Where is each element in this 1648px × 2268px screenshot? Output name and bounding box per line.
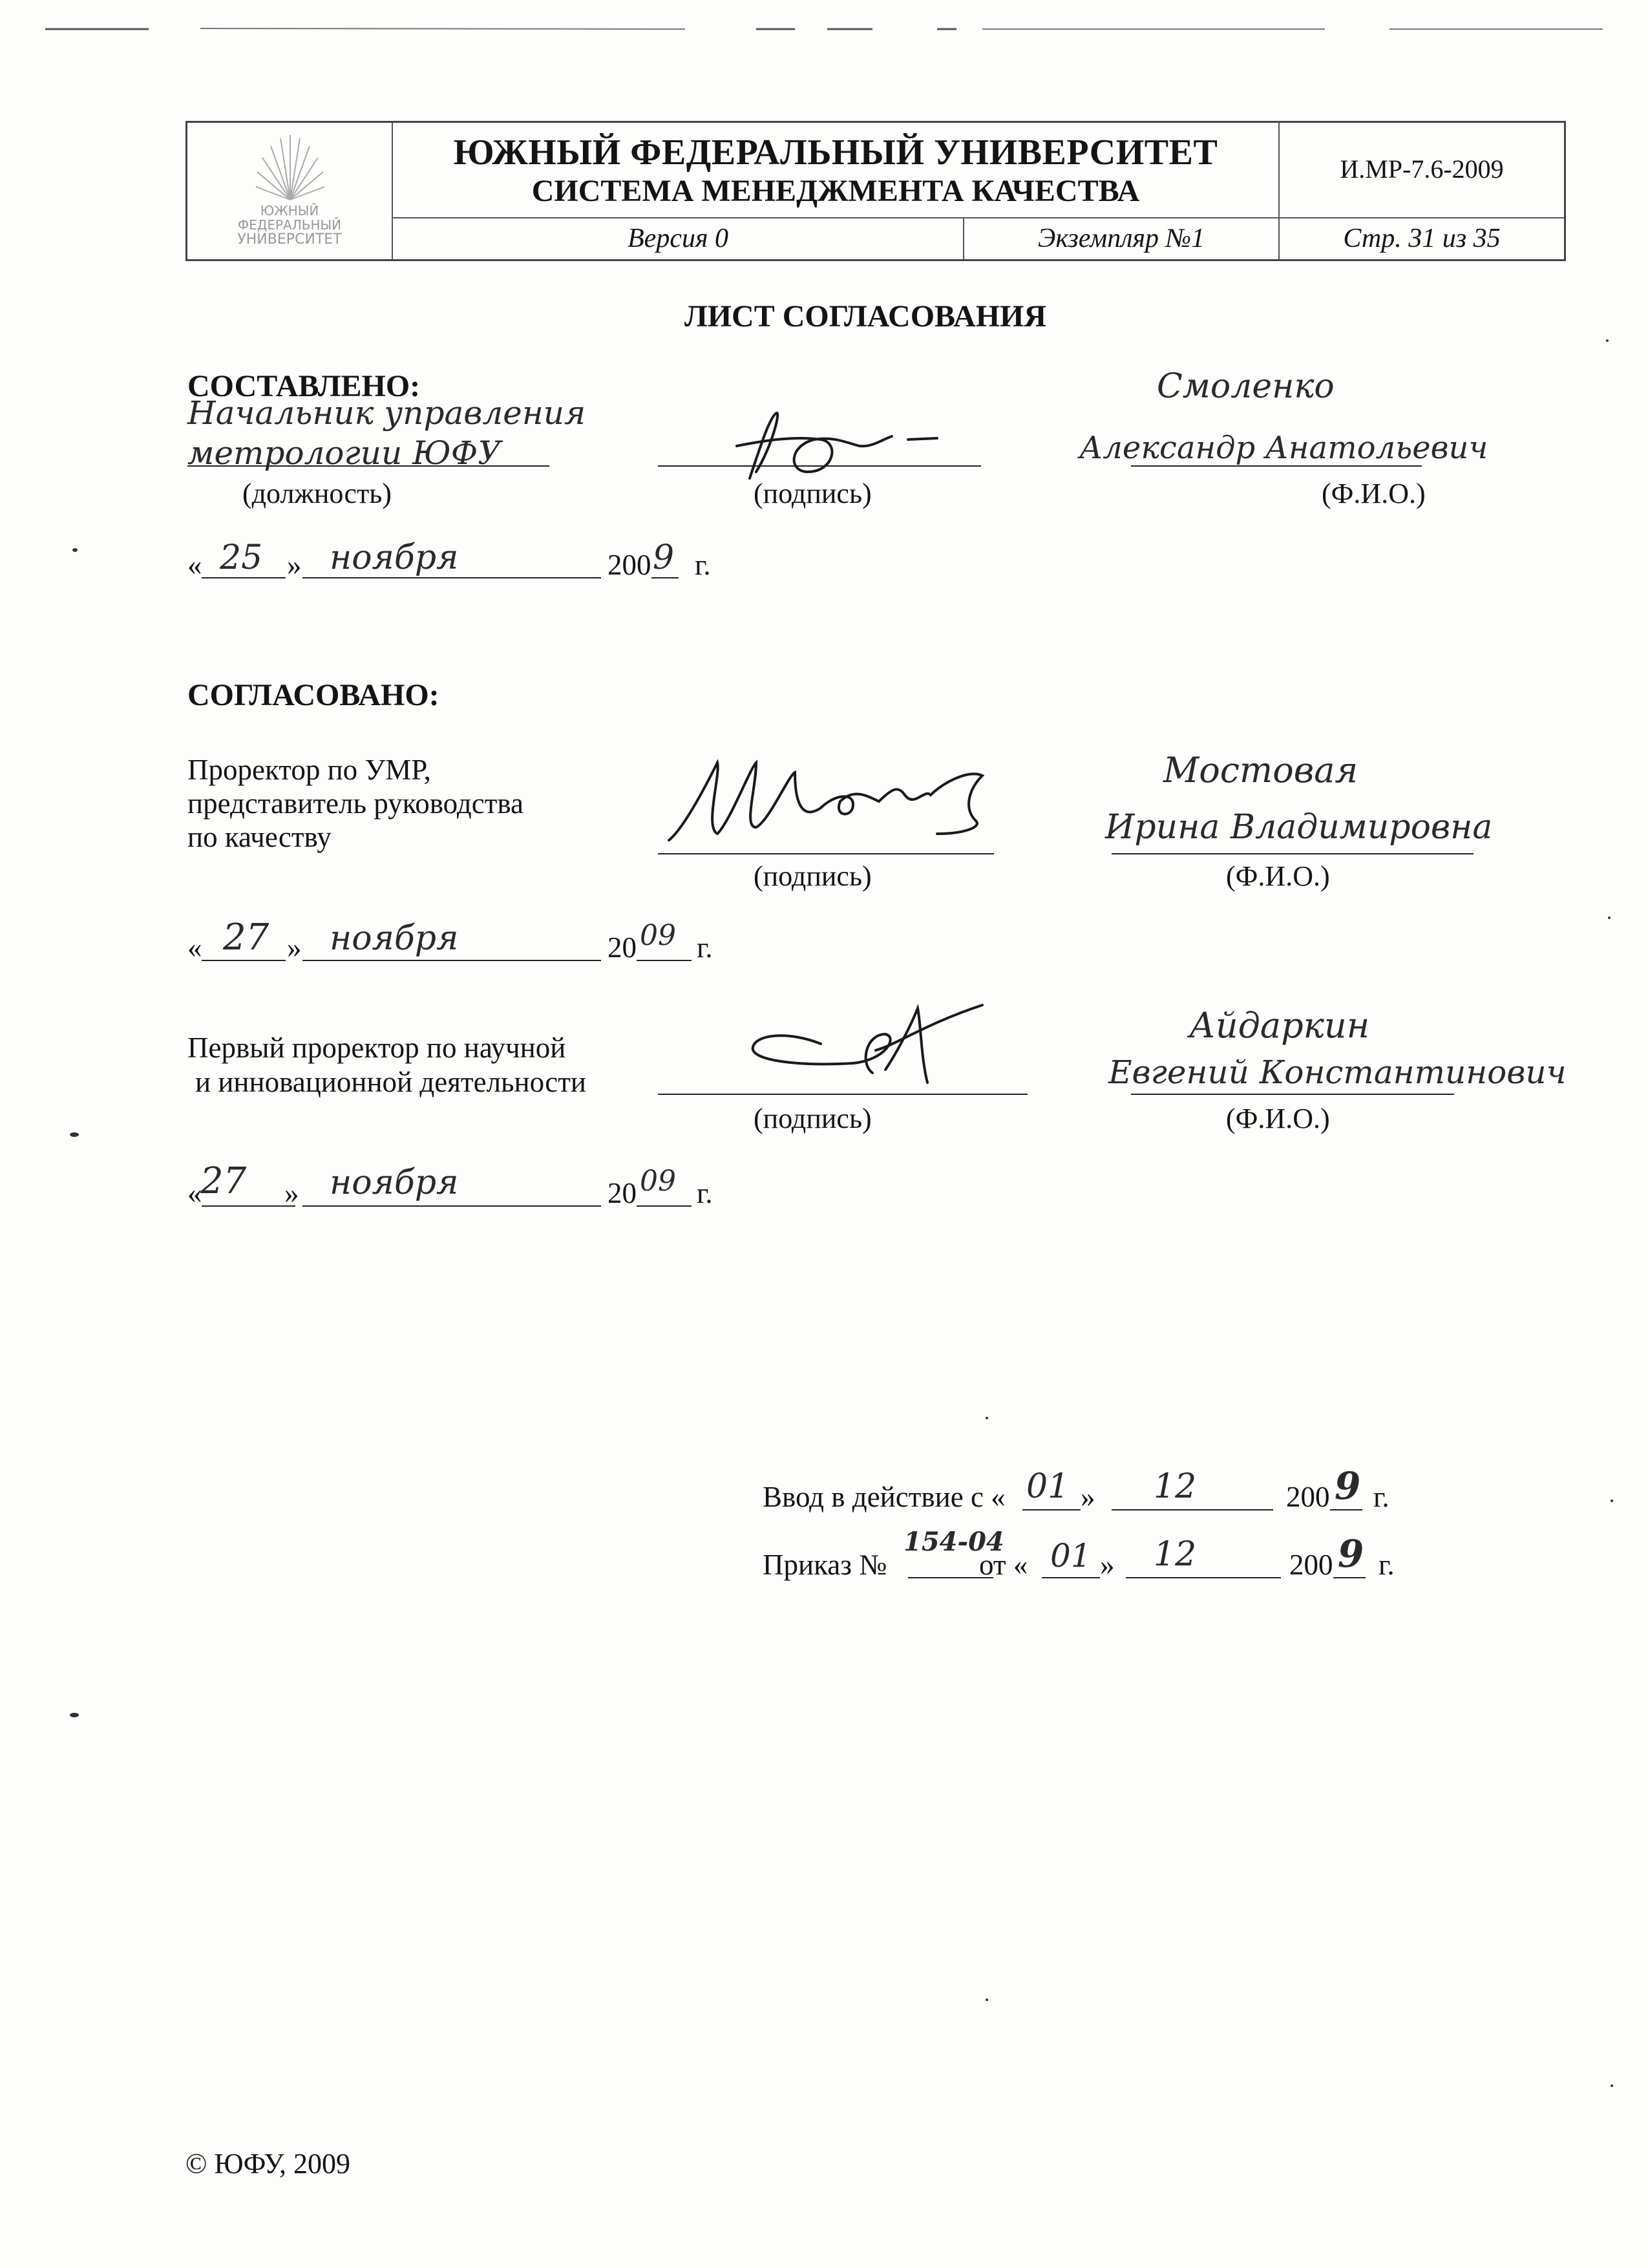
copyright-footer: © ЮФУ, 2009: [185, 2148, 351, 2179]
effective-mid: »: [1081, 1481, 1095, 1513]
approver1-name-line: [1112, 853, 1474, 854]
scan-speck: [72, 548, 78, 552]
compiled-signature-label: (подпись): [754, 478, 872, 509]
approver1-year-suffix: г.: [697, 931, 713, 964]
sunburst-logo-icon: [255, 132, 326, 203]
effective-prefix: Ввод в действие с «: [763, 1481, 1006, 1513]
approver2-name-handwritten-line2: Евгений Константинович: [1108, 1054, 1567, 1091]
approver2-month: ноября: [330, 1163, 459, 1202]
compiled-year-digit: 9: [653, 538, 675, 577]
compiled-name-handwritten-line2: Александр Анатольевич: [1079, 430, 1488, 466]
page-title: ЛИСТ СОГЛАСОВАНИЯ: [684, 299, 1047, 334]
scan-speck: [70, 1713, 79, 1717]
scan-speck: [1611, 2084, 1613, 2087]
approver2-name-handwritten-line1: Айдаркин: [1189, 1005, 1370, 1046]
approver1-day-line: [202, 960, 286, 961]
order-mid: »: [1100, 1549, 1115, 1581]
approver2-position-line1: Первый проректор по научной: [187, 1032, 566, 1064]
approver2-year-suffix: г.: [697, 1177, 713, 1209]
compiled-year-line: [651, 577, 679, 578]
approver1-name-handwritten-line2: Ирина Владимировна: [1105, 808, 1493, 847]
compiled-year-suffix: г.: [695, 549, 711, 581]
effective-day-line: [1022, 1509, 1081, 1510]
effective-suffix: г.: [1373, 1481, 1389, 1513]
scan-speck: [70, 1132, 79, 1137]
university-name: ЮЖНЫЙ ФЕДЕРАЛЬНЫЙ УНИВЕРСИТЕТ: [453, 132, 1218, 173]
logo-text-line2: ФЕДЕРАЛЬНЫЙ: [237, 217, 342, 233]
approver1-month: ноября: [330, 919, 459, 958]
order-day: 01: [1050, 1537, 1092, 1574]
approver2-day-line: [202, 1205, 295, 1207]
approver1-signature-label: (подпись): [754, 860, 872, 892]
version-cell: Версия 0: [628, 224, 728, 253]
approver2-signature-label: (подпись): [754, 1103, 872, 1134]
approver1-month-line: [302, 960, 601, 961]
approver2-month-line: [302, 1205, 601, 1207]
scan-top-edge: [0, 19, 1648, 39]
order-from: от «: [979, 1549, 1028, 1581]
approver2-date-open: «: [187, 1177, 202, 1209]
order-year-line: [1333, 1577, 1366, 1578]
compiled-position-handwritten-line1: Начальник управления: [187, 394, 586, 432]
approver2-year-digits: 09: [640, 1165, 676, 1198]
compiled-position-line: [187, 465, 549, 467]
compiled-day: 25: [220, 538, 263, 577]
scan-speck: [986, 1417, 988, 1419]
scan-speck: [1606, 339, 1609, 342]
approver1-day: 27: [223, 917, 269, 959]
effective-day: 01: [1026, 1467, 1070, 1506]
compiled-date-close: »: [287, 549, 302, 581]
approver1-name-handwritten-line1: Мостовая: [1163, 750, 1358, 790]
approver2-name-label: (Ф.И.О.): [1226, 1103, 1330, 1134]
approver1-position-line1: Проректор по УМР,: [187, 754, 431, 786]
compiled-day-line: [202, 577, 286, 578]
compiled-name-handwritten-line1: Смоленко: [1157, 367, 1335, 406]
order-year-prefix: 200: [1289, 1549, 1333, 1581]
approver1-position-line2: представитель руководства: [187, 787, 524, 820]
order-number: 154-04: [903, 1527, 1004, 1557]
approver2-year-line: [637, 1205, 692, 1207]
approver2-date-close: »: [284, 1177, 299, 1209]
compiled-year-prefix: 200: [607, 549, 651, 581]
approver2-year-prefix: 20: [607, 1177, 637, 1209]
scan-speck: [1611, 1500, 1613, 1502]
compiled-month-line: [302, 577, 601, 578]
compiled-position-handwritten-line2: метрологии ЮФУ: [187, 434, 502, 472]
compiled-name-label: (Ф.И.О.): [1322, 478, 1426, 509]
university-logo: [187, 123, 393, 259]
approver1-name-label: (Ф.И.О.): [1226, 860, 1330, 892]
order-month: 12: [1154, 1535, 1197, 1574]
compiled-position-label: (должность): [242, 478, 392, 509]
approver1-position-line3: по качеству: [187, 821, 332, 853]
agreed-heading: СОГЛАСОВАНО:: [187, 678, 439, 712]
effective-month-line: [1112, 1509, 1273, 1510]
logo-text-line3: УНИВЕРСИТЕТ: [237, 231, 342, 248]
order-suffix: г.: [1379, 1549, 1395, 1581]
compiled-heading: СОСТАВЛЕНО:: [187, 369, 421, 403]
approver2-signature-icon: [737, 999, 1008, 1096]
approver1-year-prefix: 20: [607, 931, 637, 964]
order-prefix: Приказ №: [763, 1549, 887, 1581]
copy-number-cell: Экземпляр №1: [1037, 224, 1205, 253]
approver1-year-line: [637, 960, 692, 961]
scan-speck: [986, 1998, 988, 2001]
approver1-date-close: »: [287, 931, 302, 964]
approver1-date-open: «: [187, 931, 202, 964]
effective-year-line: [1330, 1509, 1362, 1510]
order-year-digit: 9: [1338, 1532, 1364, 1576]
order-day-line: [1042, 1577, 1100, 1578]
logo-text-line1: ЮЖНЫЙ: [260, 203, 319, 218]
document-header: [185, 121, 1566, 261]
approver2-name-line: [1131, 1094, 1454, 1095]
document-code: И.МР-7.6-2009: [1340, 154, 1504, 184]
approver1-signature-icon: [659, 750, 1034, 860]
page-number-cell: Стр. 31 из 35: [1343, 224, 1501, 253]
compiled-month: ноября: [330, 538, 459, 577]
order-month-line: [1126, 1577, 1281, 1578]
effective-year-prefix: 200: [1286, 1481, 1330, 1513]
compiled-date-open: «: [187, 549, 202, 581]
effective-year-digit: 9: [1335, 1464, 1361, 1508]
compiled-name-line: [1131, 465, 1422, 467]
scan-speck: [1608, 917, 1611, 919]
effective-month: 12: [1154, 1467, 1197, 1506]
quality-system-name: СИСТЕМА МЕНЕДЖМЕНТА КАЧЕСТВА: [531, 174, 1140, 208]
approver2-position-line2: и инновационной деятельности: [195, 1066, 586, 1098]
approver1-year-digits: 09: [640, 919, 676, 952]
approver2-day: 27: [200, 1160, 247, 1202]
